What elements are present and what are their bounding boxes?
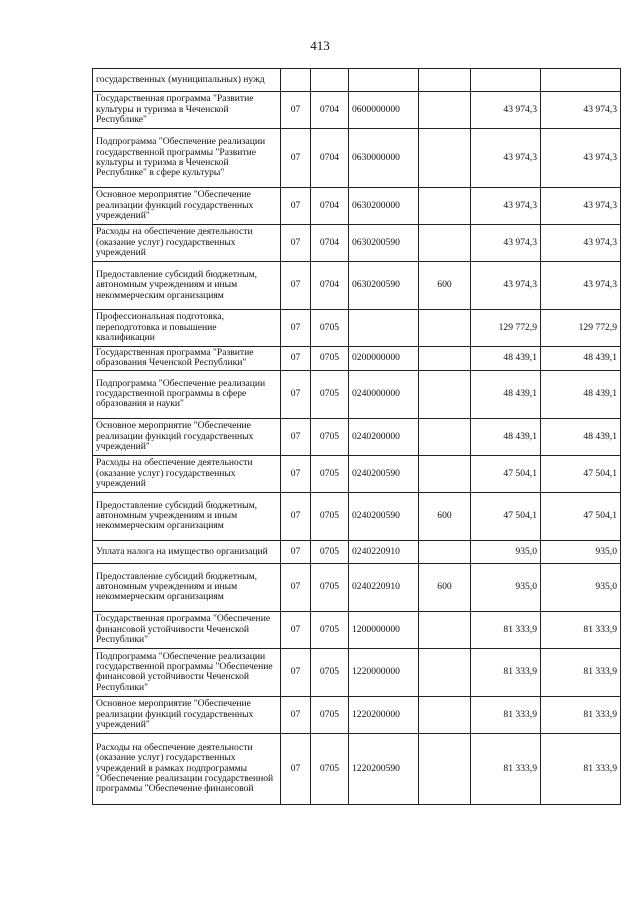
subsection-code-cell: [311, 69, 349, 92]
section-code-cell: 07: [281, 347, 311, 371]
amount-1-cell: 129 772,9: [471, 310, 541, 347]
table-row: [93, 418, 621, 455]
amount-2-cell: 81 333,9: [541, 611, 621, 648]
section-code-cell: 07: [281, 129, 311, 188]
section-code-cell: 07: [281, 611, 311, 648]
item-name-cell: Основное мероприятие "Обеспечение реализации функций государственных учреждений": [93, 188, 281, 225]
expense-type-cell: 600: [419, 563, 471, 611]
item-name-cell: Основное мероприятие "Обеспечение реализации функций государственных учреждений": [93, 418, 281, 455]
expense-type-cell: [419, 225, 471, 262]
amount-1-cell: 43 974,3: [471, 188, 541, 225]
subsection-code-cell: 0704: [311, 262, 349, 310]
target-article-cell: 0240200590: [349, 492, 419, 540]
budget-table: [92, 68, 621, 805]
target-article-cell: [349, 69, 419, 92]
item-name-cell: Подпрограмма "Обеспечение реализации государственной программы "Развитие культуры и туризма в Чеченской Республике" в сфере культуры": [93, 129, 281, 188]
amount-2-cell: 43 974,3: [541, 129, 621, 188]
expense-type-cell: [419, 540, 471, 563]
expense-type-cell: [419, 455, 471, 492]
table-row: [93, 563, 621, 611]
amount-2-cell: 43 974,3: [541, 225, 621, 262]
subsection-code-cell: 0705: [311, 492, 349, 540]
target-article-cell: 0240220910: [349, 563, 419, 611]
subsection-code-cell: 0704: [311, 92, 349, 129]
subsection-code-cell: 0705: [311, 310, 349, 347]
table-row: [93, 540, 621, 563]
section-code-cell: 07: [281, 310, 311, 347]
table-row: [93, 696, 621, 733]
subsection-code-cell: 0704: [311, 188, 349, 225]
target-article-cell: 0600000000: [349, 92, 419, 129]
expense-type-cell: [419, 648, 471, 696]
subsection-code-cell: 0705: [311, 540, 349, 563]
section-code-cell: 07: [281, 733, 311, 804]
subsection-code-cell: 0705: [311, 648, 349, 696]
target-article-cell: 0240000000: [349, 370, 419, 418]
expense-type-cell: [419, 310, 471, 347]
amount-2-cell: 129 772,9: [541, 310, 621, 347]
amount-2-cell: 935,0: [541, 540, 621, 563]
section-code-cell: [281, 69, 311, 92]
amount-2-cell: 81 333,9: [541, 648, 621, 696]
section-code-cell: 07: [281, 648, 311, 696]
expense-type-cell: [419, 611, 471, 648]
expense-type-cell: 600: [419, 262, 471, 310]
amount-2-cell: 43 974,3: [541, 188, 621, 225]
item-name-cell: Профессиональная подготовка, переподготовка и повышение квалификации: [93, 310, 281, 347]
subsection-code-cell: 0705: [311, 370, 349, 418]
table-row: [93, 262, 621, 310]
amount-2-cell: [541, 69, 621, 92]
item-name-cell: Государственная программа "Развитие культуры и туризма в Чеченской Республике": [93, 92, 281, 129]
amount-2-cell: 48 439,1: [541, 347, 621, 371]
amount-1-cell: 81 333,9: [471, 648, 541, 696]
table-row: [93, 129, 621, 188]
item-name-cell: Расходы на обеспечение деятельности (оказание услуг) государственных учреждений: [93, 455, 281, 492]
section-code-cell: 07: [281, 92, 311, 129]
item-name-cell: Государственная программа "Развитие образования Чеченской Республики": [93, 347, 281, 371]
amount-1-cell: 47 504,1: [471, 492, 541, 540]
table-row: [93, 648, 621, 696]
expense-type-cell: [419, 69, 471, 92]
amount-1-cell: 43 974,3: [471, 225, 541, 262]
budget-table-body: [93, 69, 621, 805]
amount-1-cell: 935,0: [471, 540, 541, 563]
table-row: [93, 733, 621, 804]
amount-2-cell: 43 974,3: [541, 92, 621, 129]
item-name-cell: Предоставление субсидий бюджетным, автономным учреждениям и иным некоммерческим организациям: [93, 262, 281, 310]
amount-1-cell: [471, 69, 541, 92]
section-code-cell: 07: [281, 563, 311, 611]
table-row: [93, 69, 621, 92]
amount-1-cell: 81 333,9: [471, 611, 541, 648]
expense-type-cell: [419, 92, 471, 129]
subsection-code-cell: 0705: [311, 563, 349, 611]
target-article-cell: 0240200000: [349, 418, 419, 455]
amount-2-cell: 48 439,1: [541, 370, 621, 418]
expense-type-cell: [419, 370, 471, 418]
subsection-code-cell: 0705: [311, 696, 349, 733]
amount-1-cell: 935,0: [471, 563, 541, 611]
item-name-cell: Подпрограмма "Обеспечение реализации государственной программы "Обеспечение финансовой устойчивости Чеченской Республики": [93, 648, 281, 696]
amount-1-cell: 43 974,3: [471, 129, 541, 188]
amount-2-cell: 81 333,9: [541, 696, 621, 733]
target-article-cell: 1220200000: [349, 696, 419, 733]
expense-type-cell: 600: [419, 492, 471, 540]
table-row: [93, 225, 621, 262]
amount-1-cell: 43 974,3: [471, 92, 541, 129]
section-code-cell: 07: [281, 418, 311, 455]
section-code-cell: 07: [281, 455, 311, 492]
item-name-cell: государственных (муниципальных) нужд: [93, 69, 281, 92]
subsection-code-cell: 0704: [311, 129, 349, 188]
amount-1-cell: 48 439,1: [471, 347, 541, 371]
item-name-cell: Предоставление субсидий бюджетным, автономным учреждениям и иным некоммерческим организациям: [93, 492, 281, 540]
target-article-cell: 1220200590: [349, 733, 419, 804]
section-code-cell: 07: [281, 492, 311, 540]
item-name-cell: Основное мероприятие "Обеспечение реализации функций государственных учреждений": [93, 696, 281, 733]
table-row: [93, 370, 621, 418]
subsection-code-cell: 0705: [311, 611, 349, 648]
section-code-cell: 07: [281, 188, 311, 225]
table-row: [93, 92, 621, 129]
section-code-cell: 07: [281, 696, 311, 733]
target-article-cell: 0240200590: [349, 455, 419, 492]
table-row: [93, 188, 621, 225]
amount-1-cell: 48 439,1: [471, 370, 541, 418]
subsection-code-cell: 0704: [311, 225, 349, 262]
amount-2-cell: 43 974,3: [541, 262, 621, 310]
target-article-cell: 0240220910: [349, 540, 419, 563]
expense-type-cell: [419, 188, 471, 225]
amount-1-cell: 81 333,9: [471, 696, 541, 733]
expense-type-cell: [419, 347, 471, 371]
target-article-cell: 0630000000: [349, 129, 419, 188]
amount-2-cell: 47 504,1: [541, 455, 621, 492]
table-row: [93, 310, 621, 347]
target-article-cell: [349, 310, 419, 347]
item-name-cell: Государственная программа "Обеспечение финансовой устойчивости Чеченской Республики": [93, 611, 281, 648]
item-name-cell: Подпрограмма "Обеспечение реализации государственной программы в сфере образования и науки": [93, 370, 281, 418]
table-row: [93, 347, 621, 371]
target-article-cell: 0630200590: [349, 225, 419, 262]
item-name-cell: Расходы на обеспечение деятельности (оказание услуг) государственных учреждений в рамках подпрограммы "Обеспечение реализации государственной программы "Обеспечение финансовой: [93, 733, 281, 804]
target-article-cell: 1200000000: [349, 611, 419, 648]
item-name-cell: Расходы на обеспечение деятельности (оказание услуг) государственных учреждений: [93, 225, 281, 262]
section-code-cell: 07: [281, 540, 311, 563]
amount-1-cell: 48 439,1: [471, 418, 541, 455]
amount-2-cell: 935,0: [541, 563, 621, 611]
section-code-cell: 07: [281, 225, 311, 262]
expense-type-cell: [419, 696, 471, 733]
table-row: [93, 492, 621, 540]
subsection-code-cell: 0705: [311, 733, 349, 804]
expense-type-cell: [419, 418, 471, 455]
target-article-cell: 1220000000: [349, 648, 419, 696]
amount-1-cell: 43 974,3: [471, 262, 541, 310]
expense-type-cell: [419, 733, 471, 804]
section-code-cell: 07: [281, 370, 311, 418]
subsection-code-cell: 0705: [311, 347, 349, 371]
amount-2-cell: 81 333,9: [541, 733, 621, 804]
expense-type-cell: [419, 129, 471, 188]
target-article-cell: 0630200590: [349, 262, 419, 310]
amount-2-cell: 47 504,1: [541, 492, 621, 540]
subsection-code-cell: 0705: [311, 418, 349, 455]
table-row: [93, 455, 621, 492]
amount-1-cell: 81 333,9: [471, 733, 541, 804]
target-article-cell: 0630200000: [349, 188, 419, 225]
amount-2-cell: 48 439,1: [541, 418, 621, 455]
table-row: [93, 611, 621, 648]
item-name-cell: Уплата налога на имущество организаций: [93, 540, 281, 563]
target-article-cell: 0200000000: [349, 347, 419, 371]
page-number: 413: [310, 38, 330, 53]
subsection-code-cell: 0705: [311, 455, 349, 492]
item-name-cell: Предоставление субсидий бюджетным, автономным учреждениям и иным некоммерческим организациям: [93, 563, 281, 611]
section-code-cell: 07: [281, 262, 311, 310]
amount-1-cell: 47 504,1: [471, 455, 541, 492]
